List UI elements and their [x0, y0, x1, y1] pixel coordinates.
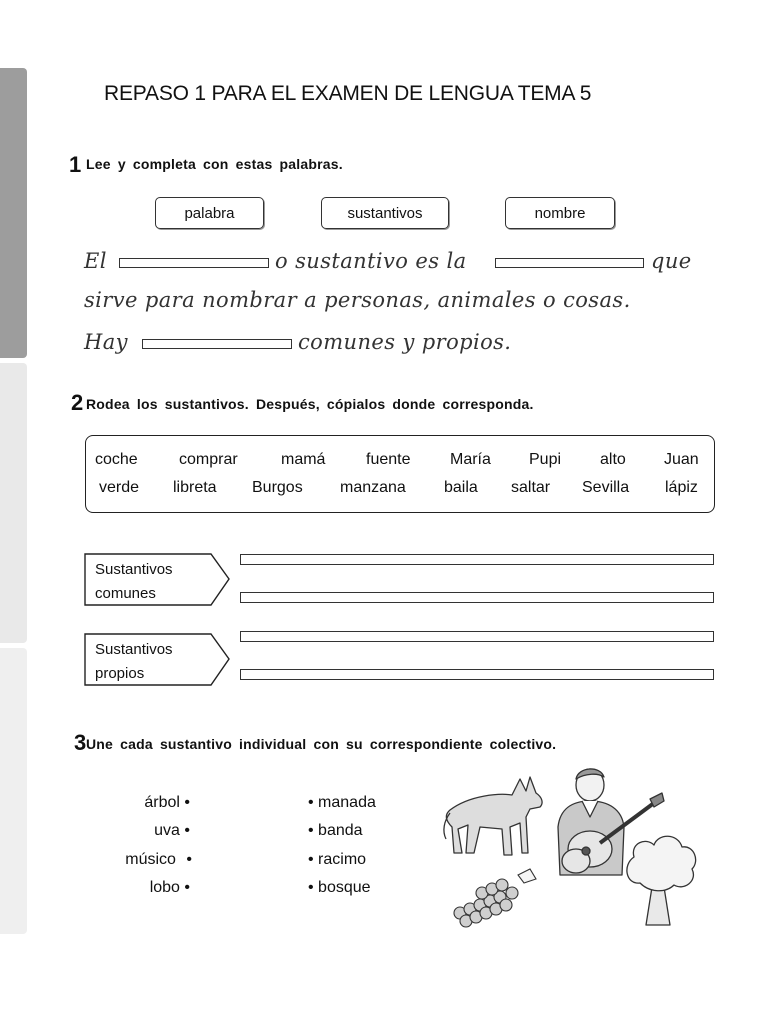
word-box-label: sustantivos	[347, 204, 423, 222]
collective-noun[interactable]: • banda	[308, 822, 363, 839]
page-title: REPASO 1 PARA EL EXAMEN DE LENGUA TEMA 5	[104, 82, 592, 105]
sentence-3-part-a: Hay	[84, 330, 128, 354]
collective-noun[interactable]: • racimo	[308, 851, 367, 868]
individual-noun[interactable]: uva •	[154, 822, 190, 839]
sentence-1-part-c: que	[651, 249, 692, 273]
bank-word[interactable]: libreta	[173, 479, 217, 496]
exercise-2-instruction: Rodea los sustantivos. Después, cópialos donde corresponda.	[86, 396, 534, 412]
sentence-1-part-a: El	[84, 249, 107, 273]
bank-word[interactable]: Pupi	[529, 451, 562, 468]
answer-line-propios-1[interactable]	[240, 631, 714, 642]
word-box-palabra	[155, 197, 264, 229]
bank-word[interactable]: María	[450, 451, 491, 468]
bank-word[interactable]: mamá	[281, 451, 326, 468]
bank-word[interactable]: fuente	[366, 451, 411, 468]
category-label-propios	[84, 633, 230, 685]
answer-line-comunes-2[interactable]	[240, 592, 714, 603]
bank-word[interactable]: saltar	[511, 479, 551, 496]
illustration-wolf-musician-grapes-tree	[440, 765, 700, 930]
bank-word[interactable]: alto	[600, 451, 626, 468]
category-line-2: propios	[95, 665, 145, 682]
category-line-1: Sustantivos	[95, 641, 173, 658]
bank-word[interactable]: Sevilla	[582, 479, 630, 496]
exercise-1-number: 1	[69, 152, 82, 177]
grapes-icon	[454, 869, 536, 927]
sentence-3-part-b: comunes y propios.	[298, 330, 512, 354]
category-label-comunes	[84, 553, 230, 605]
tree-icon	[627, 836, 696, 925]
sentence-1-part-b: o sustantivo es la	[275, 249, 467, 273]
word-bank	[85, 435, 715, 513]
side-tab-1	[0, 68, 27, 358]
exercise-2-number: 2	[71, 390, 84, 415]
word-box-label: nombre	[534, 204, 586, 222]
bank-word[interactable]: Juan	[664, 451, 699, 468]
individual-noun[interactable]: árbol •	[144, 794, 190, 811]
wolf-icon	[444, 777, 542, 855]
bank-word[interactable]: coche	[95, 451, 138, 468]
bank-word[interactable]: comprar	[179, 451, 238, 468]
category-line-2: comunes	[95, 585, 156, 602]
individual-noun[interactable]: músico •	[125, 851, 192, 868]
word-box-sustantivos	[321, 197, 449, 229]
blank-field-3[interactable]	[142, 339, 292, 349]
exercise-3-instruction: Une cada sustantivo individual con su correspondiente colectivo.	[86, 736, 557, 752]
individual-noun[interactable]: lobo •	[149, 879, 190, 896]
side-tab-2	[0, 363, 27, 643]
category-line-1: Sustantivos	[95, 561, 173, 578]
bank-word[interactable]: Burgos	[252, 479, 303, 496]
collective-noun[interactable]: • manada	[308, 794, 376, 811]
category-label-text	[95, 558, 173, 606]
sentence-2: sirve para nombrar a personas, animales o cosas.	[84, 288, 631, 312]
word-box-nombre	[505, 197, 615, 229]
answer-line-comunes-1[interactable]	[240, 554, 714, 565]
exercise-3-number: 3	[74, 730, 87, 755]
answer-line-propios-2[interactable]	[240, 669, 714, 680]
side-tab-3	[0, 648, 27, 934]
blank-field-2[interactable]	[495, 258, 644, 268]
bank-word[interactable]: lápiz	[665, 479, 698, 496]
bank-word[interactable]: verde	[99, 479, 140, 496]
bank-word[interactable]: baila	[444, 479, 478, 496]
category-label-text	[95, 638, 173, 686]
word-box-label: palabra	[184, 204, 235, 222]
exercise-1-instruction: Lee y completa con estas palabras.	[86, 156, 343, 172]
blank-field-1[interactable]	[119, 258, 269, 268]
collective-noun[interactable]: • bosque	[308, 879, 371, 896]
bank-word[interactable]: manzana	[340, 479, 406, 496]
